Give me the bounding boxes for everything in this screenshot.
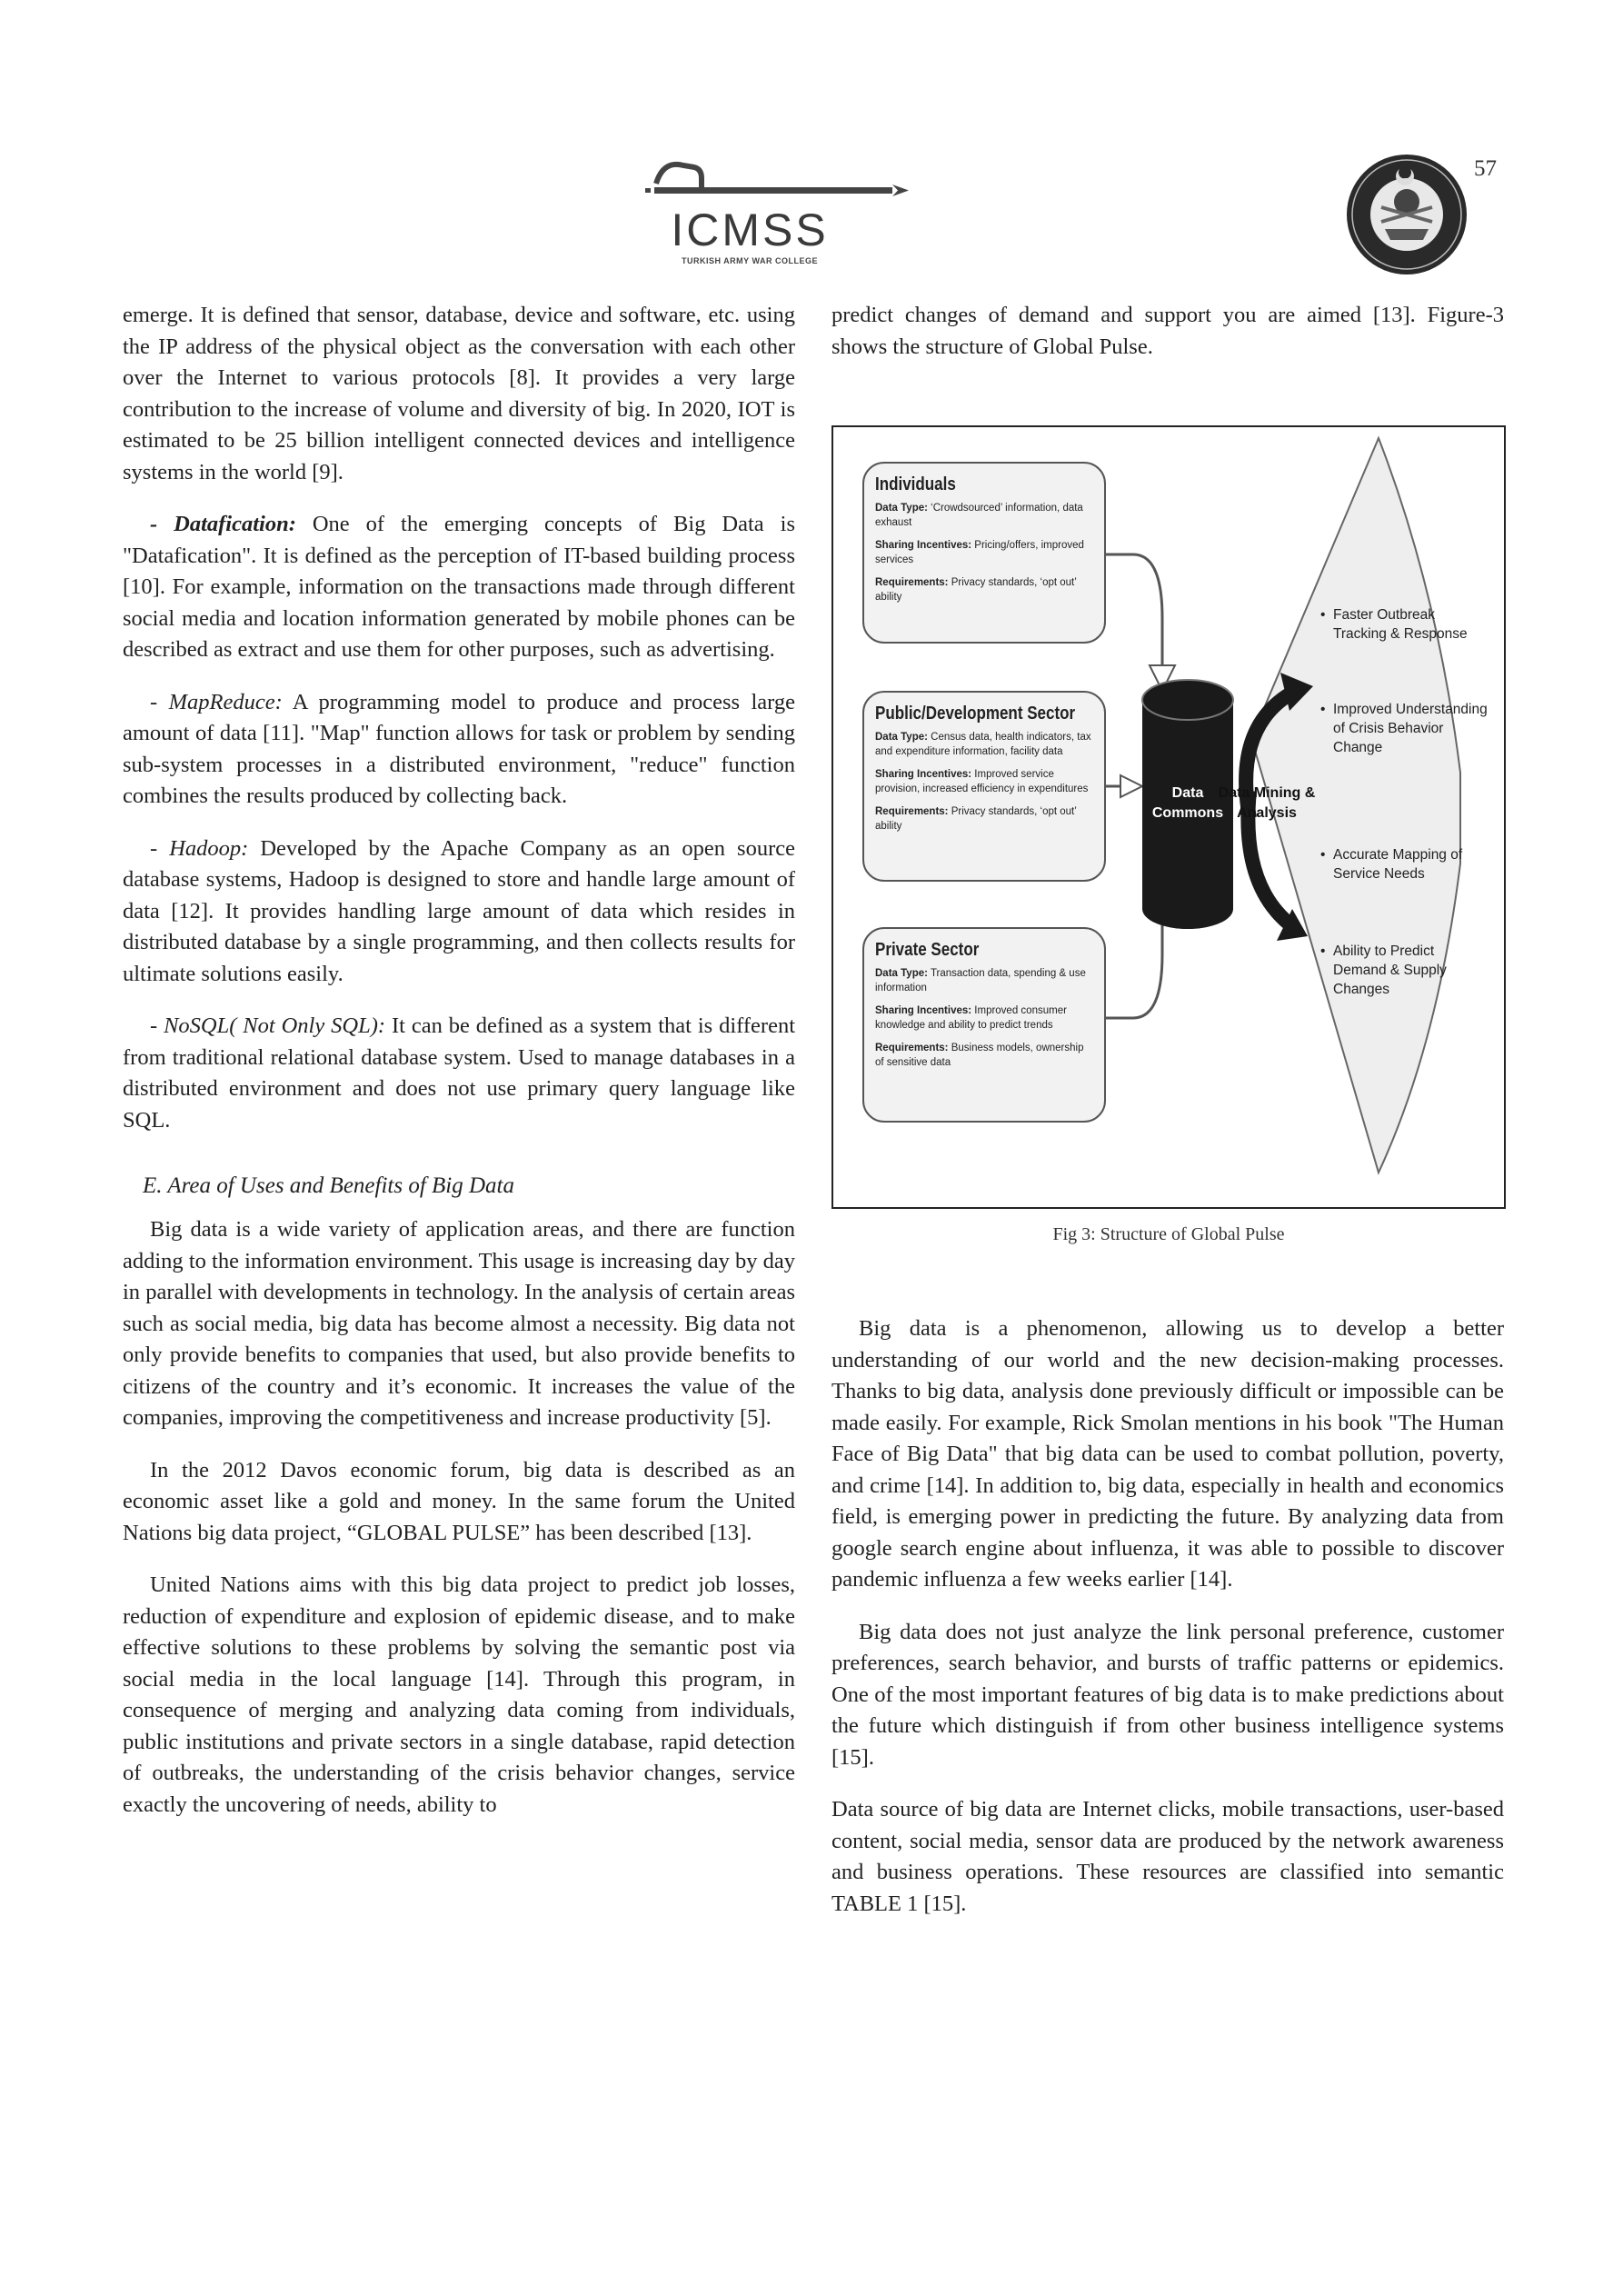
box-line-label: Requirements: (875, 1043, 949, 1053)
paragraph-hadoop (123, 834, 795, 991)
term-mapreduce: - MapReduce: (150, 689, 283, 714)
paragraph-iot: emerge. It is defined that sensor, database, device and software, etc. using the IP address of the physical object as the conversation with each other over the Internet to various protocols [8]. It provides a very large contribution to the increase of volume and diversity of big. In 2020, IOT is estimated to be 25 billion intelligent connected devices and intelligence systems in the world [9]. (123, 303, 795, 484)
benefit-item (1320, 605, 1488, 644)
box-line (875, 501, 1095, 530)
paragraph-datafication (123, 509, 795, 666)
logo-subtitle: TURKISH ARMY WAR COLLEGE (681, 256, 818, 265)
term-datafication: - Datafication: (150, 512, 296, 536)
logo-text: ICMSS (671, 205, 829, 255)
box-line (875, 966, 1095, 995)
box-line-text: Pricing/offers, improved services (875, 540, 1084, 565)
benefit-text: Faster Outbreak Tracking & Response (1333, 607, 1468, 642)
bullet-icon: • (1320, 847, 1326, 863)
box-title: Private Sector (875, 940, 980, 960)
army-war-college-seal-icon (1345, 153, 1469, 276)
term-nosql: - NoSQL( Not Only SQL): (150, 1013, 386, 1038)
box-title: Individuals (875, 474, 956, 494)
paragraph-mapreduce-text: A programming model to produce and process large amount of data [11]. "Map" function allows for task or problem by sending sub-system processes in a distributed environment, "reduce" function combines the results produced by collecting back. (123, 689, 795, 808)
box-line-label: Data Type: (875, 968, 928, 979)
box-line-text: Privacy standards, ‘opt out’ ability (875, 806, 1077, 832)
data-commons-label: Data Commons (1151, 785, 1224, 821)
figure-global-pulse (831, 425, 1506, 1209)
box-line (875, 1041, 1095, 1070)
paragraph-un-aims: United Nations aims with this big data project to predict job losses, reduction of expenditure and explosion of epidemic disease, and to make effective solutions to these problems by solving the semantic post via social media in the local language [14]. Through this program, in consequence of merging and analyzing data coming from individuals, public institutions and private sectors in a single database, rapid detection of outbreaks, the understanding of the crisis behavior changes, service exactly the uncovering of needs, ability to (123, 1572, 795, 1817)
box-line-label: Sharing Incentives: (875, 1005, 972, 1016)
box-line (875, 804, 1095, 834)
benefit-text: Ability to Predict Demand & Supply Changes (1333, 943, 1447, 997)
icmss-logo (636, 155, 936, 273)
paragraph-data-source: Data source of big data are Internet clicks, mobile transactions, user-based content, social media, sensor data are produced by the network awareness and business operations. These resources are classified into semantic TABLE 1 [15]. (831, 1797, 1504, 1916)
benefit-text: Accurate Mapping of Service Needs (1333, 847, 1463, 882)
box-line-text: ‘Crowdsourced’ information, data exhaust (875, 503, 1083, 528)
paragraph-predictions: Big data does not just analyze the link personal preference, customer preferences, search behavior, and bursts of traffic patterns or epidemics. One of the most important features of big data is to make predictions about the future which distinguish if from other business intelligence systems [15]. (831, 1619, 1504, 1770)
box-line (875, 575, 1095, 604)
paragraph-davos: In the 2012 Davos economic forum, big data is described as an economic asset like a gold and money. In the same forum the United Nations big data project, “GLOBAL PULSE” has been described [13]. (123, 1457, 795, 1545)
paragraph-phenomenon: Big data is a phenomenon, allowing us to develop a better understanding of our world and the new decision-making processes. Thanks to big data, analysis done previously difficult or impossible can be made easily. For example, Rick Smolan mentions in his book "The Human Face of Big Data" that big data can be used to combat pollution, poverty, and crime [14]. In addition to, big data, especially in health and economics field, is emerging power in predicting the future. By analyzing data from google search engine about influenza, it was able to possible to discover pandemic influenza a few weeks earlier [14]. (831, 1316, 1504, 1592)
box-title: Public/Development Sector (875, 704, 1076, 724)
paragraph-nosql (123, 1011, 795, 1136)
paragraph-datafication-text: One of the emerging concepts of Big Data is "Datafication". It is defined as the perception of IT-based building process [10]. For example, information on the transactions made through different social media and location information generated by mobile phones can be described as extract and use them for other purposes, such as advertising. (123, 512, 795, 662)
paragraph-mapreduce (123, 687, 795, 813)
paragraph-hadoop-text: Developed by the Apache Company as an open source database systems, Hadoop is designed to store and handle large amount of data [12]. It provides handling large amount of data which resides in distributed database by a single programming, and then collects results for ultimate solutions easily. (123, 835, 795, 986)
figure-caption: Fig 3: Structure of Global Pulse (1052, 1224, 1285, 1244)
box-line-label: Sharing Incentives: (875, 769, 972, 780)
logo-mark-icon (636, 155, 936, 209)
benefit-item (1320, 845, 1488, 883)
benefit-text: Improved Understanding of Crisis Behavior Change (1333, 702, 1488, 755)
box-line-text: Improved service provision, increased efficiency in expenditures (875, 769, 1089, 794)
box-public-sector (862, 691, 1106, 882)
left-column (123, 300, 795, 1842)
bullet-icon: • (1320, 607, 1326, 623)
section-heading: E. Area of Uses and Benefits of Big Data (143, 1173, 514, 1198)
box-line-label: Requirements: (875, 577, 949, 588)
box-line-text: Census data, health indicators, tax and expenditure information, facility data (875, 732, 1091, 757)
box-line-label: Data Type: (875, 503, 928, 514)
box-line (875, 767, 1095, 796)
box-line (875, 538, 1095, 567)
paragraph-nosql-text: It can be defined as a system that is different from traditional relational database system. Used to manage databases in a distributed environment and does not use primary query language like SQL. (123, 1013, 795, 1133)
data-mining-label: Data Mining & Analysis (1218, 785, 1316, 821)
benefit-item (1320, 700, 1488, 757)
benefit-item (1320, 942, 1488, 999)
box-individuals (862, 462, 1106, 644)
right-column-top (831, 300, 1504, 384)
page-number: 57 (1474, 156, 1497, 181)
box-line-label: Requirements: (875, 806, 949, 817)
bullet-icon: • (1320, 943, 1326, 959)
paragraph-predict: predict changes of demand and support you are aimed [13]. Figure-3 shows the structure of Global Pulse. (831, 303, 1504, 359)
bullet-icon: • (1320, 702, 1326, 717)
box-line-text: Privacy standards, ‘opt out’ ability (875, 577, 1077, 603)
box-line-label: Sharing Incentives: (875, 540, 972, 551)
box-line (875, 1003, 1095, 1033)
box-line-text: Improved consumer knowledge and ability to predict trends (875, 1005, 1067, 1031)
term-hadoop: - Hadoop: (150, 835, 249, 861)
right-column-bottom (831, 1313, 1504, 1941)
box-private-sector (862, 927, 1106, 1123)
box-line-text: Transaction data, spending & use information (875, 968, 1086, 993)
box-line (875, 730, 1095, 759)
paragraph-uses: Big data is a wide variety of application areas, and there are function adding to the information environment. This usage is increasing day by day in parallel with developments in technology. In the analysis of certain areas such as social media, big data has become almost a necessity. Big data not only provide benefits to companies that used, but also provide benefits to citizens of the country and it’s economic. It increases the value of the companies, improving the competitiveness and increase productivity [5]. (123, 1217, 795, 1430)
box-line-text: Business models, ownership of sensitive data (875, 1043, 1084, 1068)
box-line-label: Data Type: (875, 732, 928, 743)
